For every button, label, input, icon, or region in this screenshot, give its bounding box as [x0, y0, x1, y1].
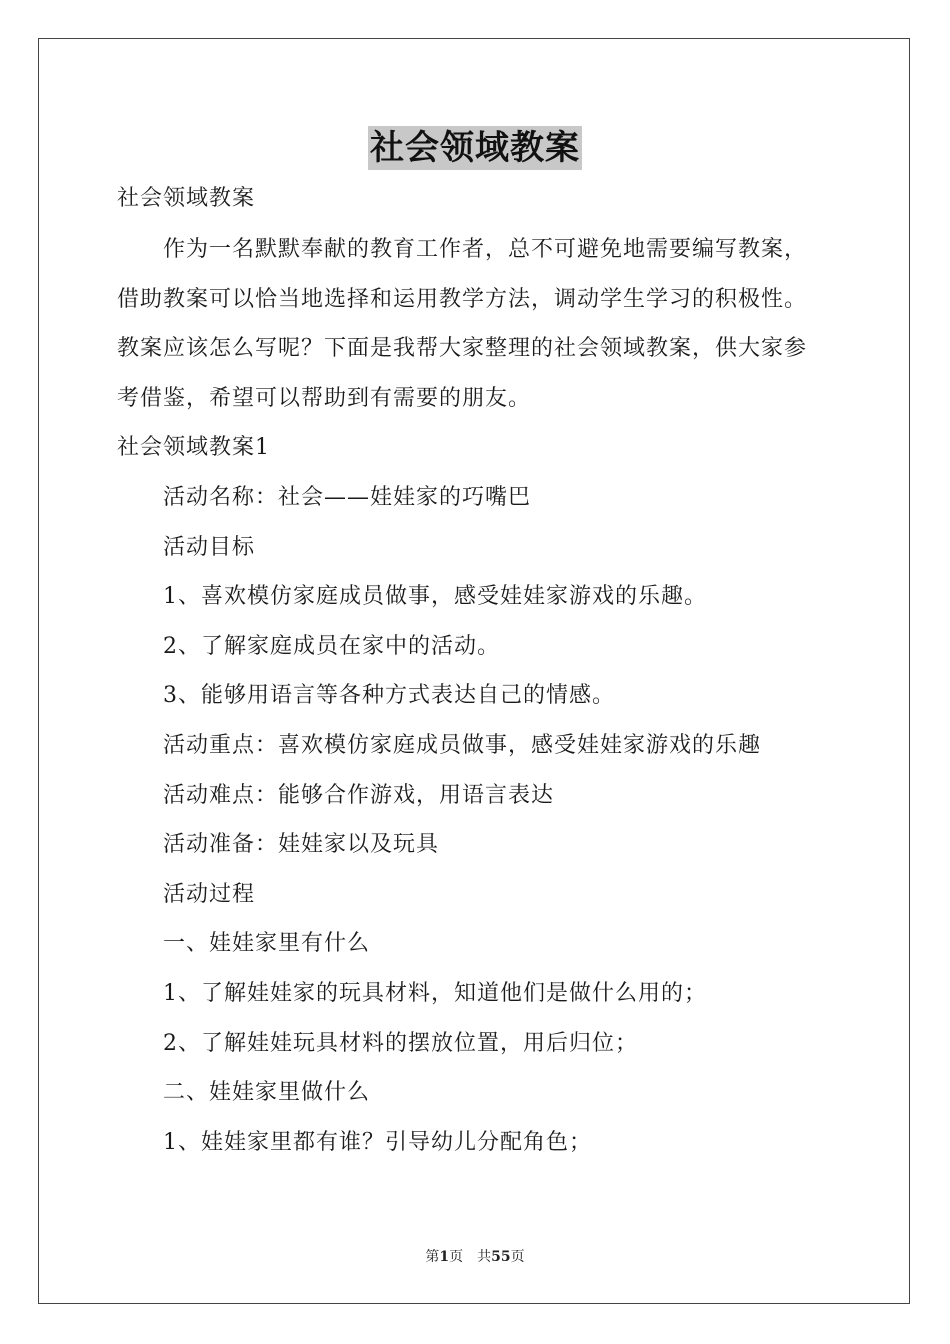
doc-subtitle: 社会领域教案 [117, 186, 256, 211]
process-step: 一、娃娃家里有什么 [163, 931, 371, 956]
process-heading: 活动过程 [163, 882, 256, 907]
page-prefix: 第 [425, 1249, 440, 1265]
paragraph-line: 考借鉴，希望可以帮助到有需要的朋友。 [117, 386, 532, 411]
activity-focus: 活动重点：喜欢模仿家庭成员做事，感受娃娃家游戏的乐趣 [163, 733, 762, 758]
total-pages: 55 [491, 1249, 511, 1265]
goals-heading: 活动目标 [163, 535, 256, 560]
paragraph-line: 作为一名默默奉献的教育工作者，总不可避免地需要编写教案， [163, 237, 808, 262]
document-title: 社会领域教案 [370, 128, 580, 168]
process-item: 1、娃娃家里都有谁？引导幼儿分配角色； [163, 1130, 592, 1155]
paragraph-line: 教案应该怎么写呢？下面是我帮大家整理的社会领域教案，供大家参 [117, 336, 808, 361]
process-item: 1、了解娃娃家的玩具材料，知道他们是做什么用的； [163, 981, 707, 1006]
title-container [0, 126, 950, 170]
page-suffix: 页 [510, 1249, 525, 1265]
section-heading: 社会领域教案1 [117, 435, 270, 460]
page-number: 1 [439, 1249, 450, 1265]
activity-prep: 活动准备：娃娃家以及玩具 [163, 832, 440, 857]
activity-name: 活动名称：社会——娃娃家的巧嘴巴 [163, 485, 532, 510]
activity-difficulty: 活动难点：能够合作游戏，用语言表达 [163, 783, 555, 808]
process-item: 2、了解娃娃玩具材料的摆放位置，用后归位； [163, 1031, 638, 1056]
paragraph-line: 借助教案可以恰当地选择和运用教学方法，调动学生学习的积极性。 [117, 287, 808, 312]
page-border [38, 38, 910, 1304]
page-mid: 页 共 [449, 1249, 492, 1265]
process-step: 二、娃娃家里做什么 [163, 1080, 371, 1105]
goal-item: 1、喜欢模仿家庭成员做事，感受娃娃家游戏的乐趣。 [163, 584, 707, 609]
goal-item: 3、能够用语言等各种方式表达自己的情感。 [163, 683, 615, 708]
page-footer [0, 1246, 950, 1266]
goal-item: 2、了解家庭成员在家中的活动。 [163, 634, 500, 659]
